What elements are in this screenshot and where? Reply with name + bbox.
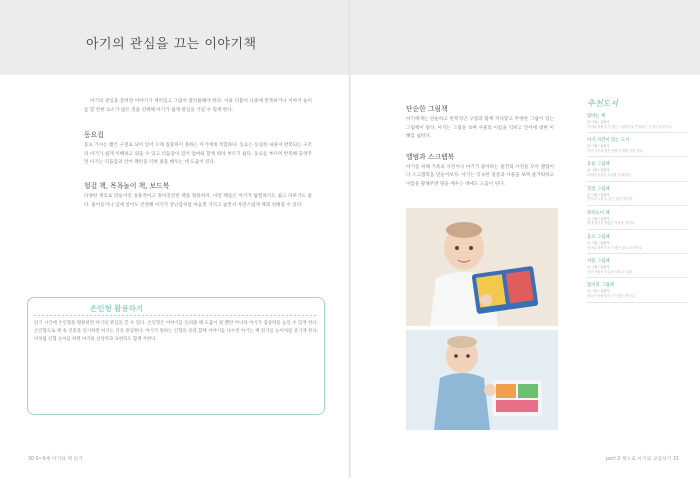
section-albums bbox=[406, 151, 554, 190]
book-item bbox=[587, 138, 687, 157]
book-item bbox=[587, 211, 687, 230]
section-heading: 헝겊 책, 목욕놀이 책, 보드북 bbox=[84, 181, 170, 190]
hand-puppet-title: 손인형 활용하기 bbox=[90, 304, 144, 313]
page-gutter bbox=[349, 0, 351, 478]
book-desc: 아기 사진과 짧은 문장이 함께 실려 있다. bbox=[587, 148, 644, 153]
section-fabric-books bbox=[84, 180, 312, 210]
recommended-books-sidebar bbox=[587, 98, 687, 308]
book-item bbox=[587, 114, 687, 133]
book-desc: 잠들기 전에 읽어주기 좋은 책이다. bbox=[587, 293, 636, 298]
book-desc: 아기와 함께 읽기 좋은 그림책으로 반복되는 구절이 특징이다. bbox=[587, 124, 673, 129]
section-nursery-rhymes bbox=[84, 129, 312, 168]
middle-column bbox=[406, 103, 554, 199]
book-title: 헝겊 그림책 bbox=[587, 186, 610, 192]
book-title: 동요 그림책 bbox=[587, 234, 610, 240]
book-desc: 엄마와 함께 부르기 좋은 동요 모음이다. bbox=[587, 245, 643, 250]
book-title: 엄마는 책 bbox=[587, 114, 606, 119]
baby-playing-image bbox=[406, 330, 558, 430]
baby-reading-photo bbox=[406, 208, 558, 326]
page-title: 아기의 관심을 끄는 이야기책 bbox=[86, 37, 257, 52]
book-desc: 만지고 느낄 수 있는 헝겊 책이다. bbox=[587, 197, 634, 202]
left-column bbox=[84, 98, 312, 222]
section-heading: 단순한 그림책 bbox=[406, 105, 448, 113]
book-desc: 일상 사물의 이름을 익힐 수 있다. bbox=[587, 269, 634, 274]
footer-left: 30 0~6세 아기와 책 읽기 bbox=[28, 457, 83, 462]
book-meta: 글·그림 / 출판사 bbox=[587, 168, 610, 173]
book-item bbox=[587, 187, 687, 206]
hand-puppet-divider bbox=[34, 315, 318, 316]
book-desc: 물에 젖어도 괜찮은 목욕용 책이다. bbox=[587, 221, 636, 226]
section-body: 아기를 위해 가족의 사진이나 아기가 좋아하는 물건의 사진을 모아 앨범이나 스크랩북을 만들어보자. 아기는 익숙한 얼굴과 사물을 보며 즐거워하고 이름을 말해주면 말을 배우는 데에도 도움이 된다. bbox=[406, 164, 554, 187]
book-meta: 글·그림 / 출판사 bbox=[587, 192, 610, 197]
book-meta: 글·그림 / 출판사 bbox=[587, 240, 610, 245]
book-item bbox=[587, 283, 687, 302]
book-title: 동물 그림책 bbox=[587, 162, 610, 168]
baby-with-book-image bbox=[406, 208, 558, 326]
book-title: 목욕놀이 책 bbox=[587, 210, 610, 216]
book-meta: 글·그림 / 출판사 bbox=[587, 265, 610, 270]
section-simple-picture-books bbox=[406, 103, 554, 142]
book-meta: 글·그림 / 출판사 bbox=[587, 120, 610, 124]
book-meta: 글·그림 / 출판사 bbox=[587, 289, 610, 294]
section-heading: 앨범과 스크랩북 bbox=[406, 152, 455, 161]
intro-paragraph: 아기의 관심을 끌려면 이야기가 재미있고 그림이 컬러풀해야 한다. 이와 더불어 나중에 반복하거나 이야기 놀이를 할 만한 요소가 많은 것을 선택해 아기가 쉽게 관심을 가질 수 있게 한다. bbox=[84, 99, 312, 113]
hand-puppet-body: 읽기 시간에 손인형을 활용하면 아기의 관심을 끌 수 있다. 손인형은 이야기를 들려줄 때 도움이 될 뿐만 아니라 아기가 집중력을 높일 수 있게 한다. 손인형으로 책 속 인물을 연기하면 아기는 더욱 몰입한다. 아기가 원하는 인형을 골라 함께 이야기를 나누면 아기는 책 읽기를 놀이처럼 즐기게 된다. 이처럼 인형 놀이를 하면 아기의 상상력과 표현력도 함께 자란다. bbox=[34, 321, 318, 343]
book-title: 잠자리 그림책 bbox=[587, 283, 614, 289]
book-title: 아기 사진이 있는 도서 bbox=[587, 138, 630, 144]
book-title: 사물 그림책 bbox=[587, 259, 610, 265]
book-item bbox=[587, 162, 687, 181]
section-body: 동요 가사는 짧은 구절로 되어 있어 오래 집중하지 못하는 아기에게 적합하다. 동요는 동일한 내용이 반복되는 구조라 아기가 쉽게 이해하고 외울 수 있고 리듬감이 있어 엄마와 함께 따라 부르기 쉽다. 동요를 부르며 반복해 들려주면 아기는 리듬감과 언어 패턴을 익혀 말을 배우는 데 도움이 된다. bbox=[84, 143, 312, 166]
section-body: 다양한 재료로 만들어진 실용적이고 흥미진진한 책을 활용하자. 이런 책들은 아기가 탐험하기도 쉽고 다루기도 좋다. 물어뜯거나 입에 넣어도 안전해 아기가 장난감처럼 마음껏 가지고 놀면서 자연스럽게 책과 친해질 수 있다. bbox=[84, 193, 312, 208]
book-desc: 다양한 동물과 소리를 소개한다. bbox=[587, 172, 632, 177]
book-meta: 글·그림 / 출판사 bbox=[587, 144, 610, 149]
mother-baby-photo bbox=[406, 330, 558, 430]
book-meta: 글·그림 / 출판사 bbox=[587, 216, 610, 221]
book-item bbox=[587, 235, 687, 254]
footer-right: part 2 책으로 아기와 교감하기 31 bbox=[606, 457, 679, 462]
sidebar-title: 추천도서 bbox=[587, 99, 618, 108]
book-item bbox=[587, 259, 687, 278]
section-heading: 동요집 bbox=[84, 131, 104, 140]
section-body: 아기에게는 단순하고 반복적인 구절과 함께 커다랗고 뚜렷한 그림이 있는 그림책이 좋다. 아기는 그림을 보며 사물의 이름을 익히고 언어에 대한 이해를 넓힌다. bbox=[406, 117, 554, 140]
